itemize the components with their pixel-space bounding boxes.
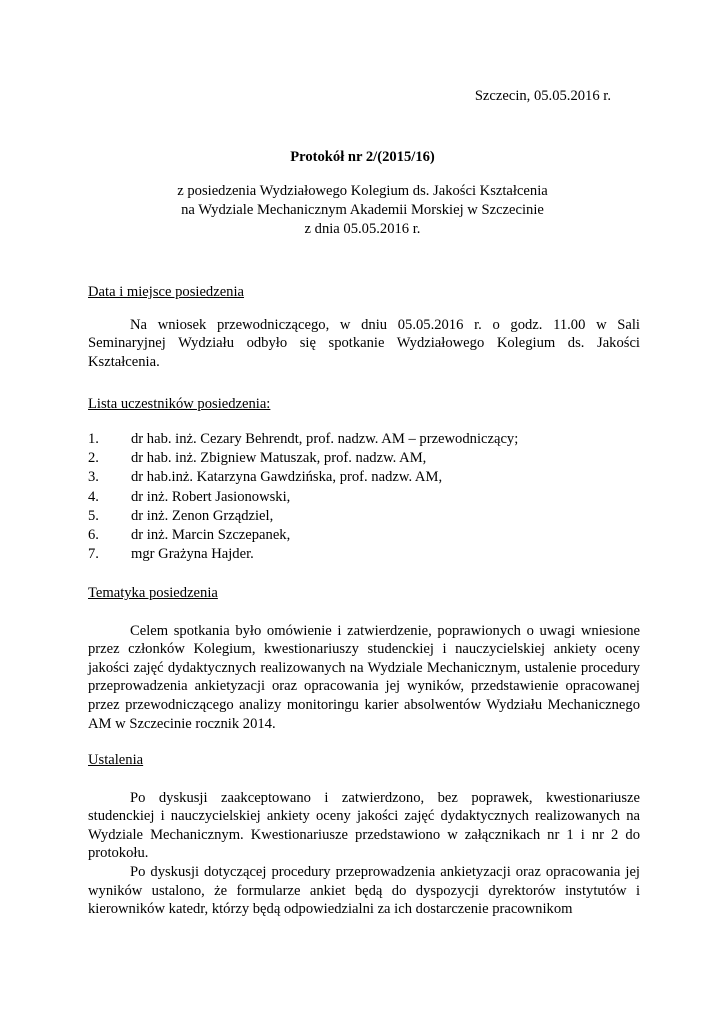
section-topics xyxy=(88,584,640,733)
section-decisions xyxy=(88,751,640,919)
list-item-number: 1. xyxy=(88,431,99,447)
list-item-name: dr inż. Robert Jasionowski, xyxy=(131,488,291,505)
list-item-name: dr inż. Zenon Grządziel, xyxy=(131,507,274,524)
section-participants-heading xyxy=(88,395,640,414)
decisions-paragraph-2: Po dyskusji dotyczącej procedury przeprowadzenia ankietyzacji oraz opracowania jej wyników ustalono, że formularze ankiet będą do dyspozycji dyrektorów instytutów i kierowników katedr, którzy będą odpowiedzialni za ich dostarczenie pracownikom xyxy=(88,863,640,918)
section-heading-decisions: Ustalenia xyxy=(88,752,144,768)
list-item xyxy=(88,545,640,564)
list-item-name: dr hab. inż. Cezary Behrendt, prof. nadzw. AM – przewodniczący; xyxy=(131,431,519,447)
section-heading-place: Data i miejsce posiedzenia xyxy=(88,284,245,300)
list-item-number: 5. xyxy=(88,507,99,524)
participants-list xyxy=(88,430,640,564)
section-place xyxy=(88,283,640,371)
subtitle-line: na Wydziale Mechanicznym Akademii Morskiej w Szczecinie xyxy=(181,202,544,219)
list-item-number: 3. xyxy=(88,469,99,486)
subtitle-line: z posiedzenia Wydziałowego Kolegium ds. Jakości Kształcenia xyxy=(177,183,548,199)
place-date: Szczecin, 05.05.2016 r. xyxy=(474,88,611,104)
list-item xyxy=(88,430,640,449)
document-subtitle xyxy=(0,182,725,240)
section-heading-topics: Tematyka posiedzenia xyxy=(88,585,218,601)
place-paragraph: Na wniosek przewodniczącego, w dniu 05.05.2016 r. o godz. 11.00 w Sali Seminaryjnej Wydziału odbyło się spotkanie Wydziałowego Kolegium ds. Jakości Kształcenia. xyxy=(88,316,640,370)
subtitle-line: z dnia 05.05.2016 r. xyxy=(304,221,421,238)
list-item xyxy=(88,488,640,507)
list-item-number: 2. xyxy=(88,450,99,467)
list-item-name: dr hab.inż. Katarzyna Gawdzińska, prof. nadzw. AM, xyxy=(131,469,443,486)
list-item-name: dr inż. Marcin Szczepanek, xyxy=(131,526,291,543)
section-heading-participants: Lista uczestników posiedzenia: xyxy=(88,396,271,412)
list-item-name: dr hab. inż. Zbigniew Matuszak, prof. nadzw. AM, xyxy=(131,450,427,467)
list-item-number: 7. xyxy=(88,546,99,563)
document-title: Protokół nr 2/(2015/16) xyxy=(290,149,435,165)
list-item-number: 4. xyxy=(88,488,99,505)
list-item xyxy=(88,468,640,487)
list-item xyxy=(88,526,640,545)
list-item-name: mgr Grażyna Hajder. xyxy=(131,546,254,563)
list-item xyxy=(88,449,640,468)
decisions-paragraph-1: Po dyskusji zaakceptowano i zatwierdzono, bez poprawek, kwestionariusze studenckiej i nauczycielskiej ankiety oceny jakości zajęć dydaktycznych realizowanych na Wydziale Mechanicznym. Kwestionariusze przedstawiono w załącznikach nr 1 i nr 2 do protokołu. xyxy=(88,789,640,862)
list-item-number: 6. xyxy=(88,526,99,543)
topics-paragraph: Celem spotkania było omówienie i zatwierdzenie, poprawionych o uwagi wniesione przez członków Kolegium, kwestionariuszy studenckiej i nauczycielskiej ankiety oceny jakości zajęć dydaktycznych realizowanych na Wydziale Mechanicznym, ustalenie procedury przeprowadzenia ankietyzacji oraz opracowania jej wyników, przedstawienie opracowanej przez przewodniczącego analizy monitoringu karier absolwentów Wydziału Mechanicznego AM w Szczecinie rocznik 2014. xyxy=(88,622,640,732)
list-item xyxy=(88,507,640,526)
